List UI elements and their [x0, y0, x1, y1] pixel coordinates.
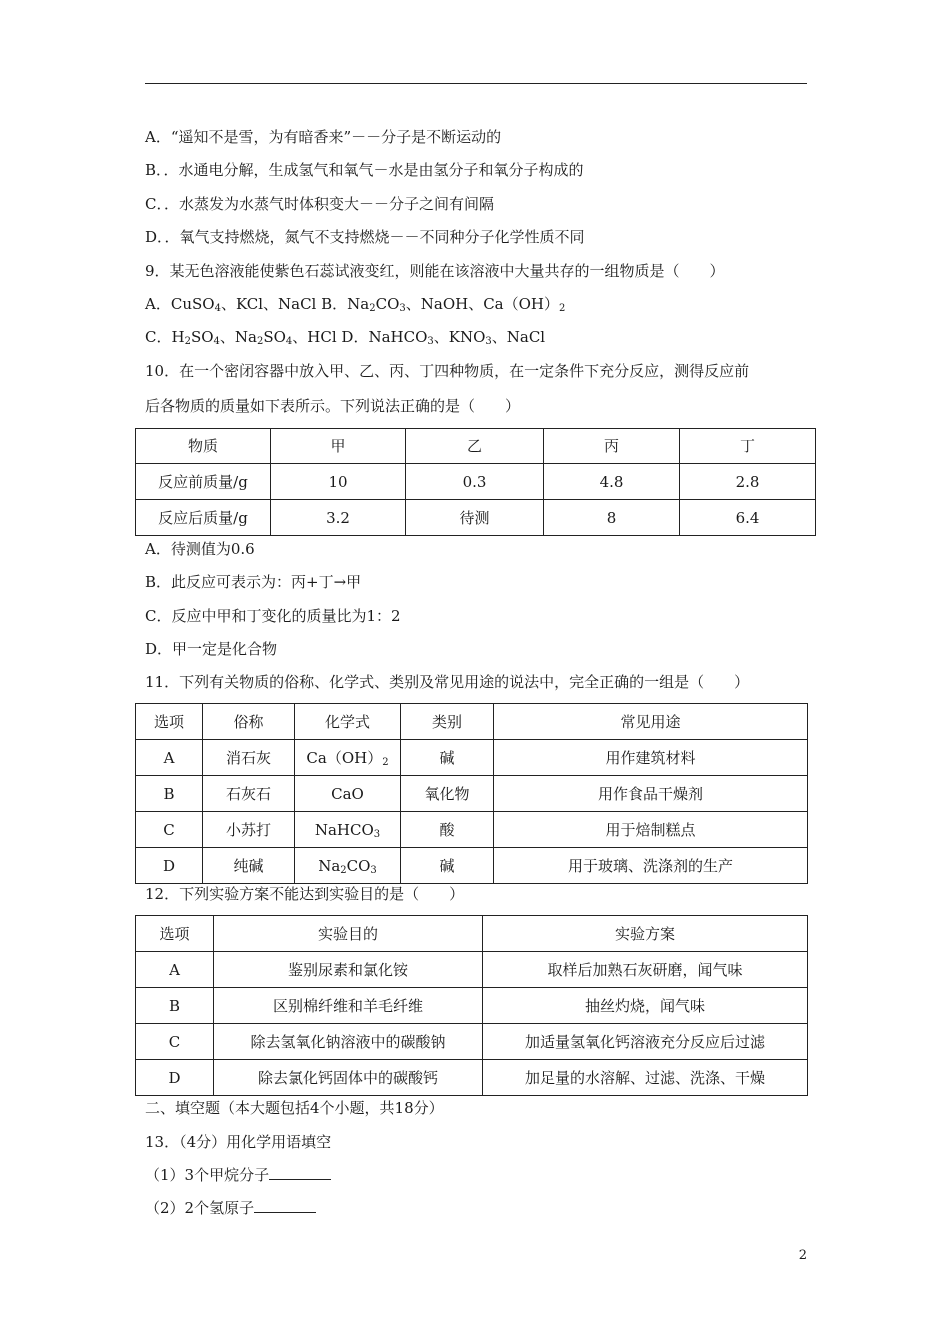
table-row: [136, 848, 808, 884]
answer-blank[interactable]: [269, 1165, 331, 1180]
q10-option-c: C．反应中甲和丁变化的质量比为1：2: [145, 607, 401, 625]
table-cell: B: [136, 988, 214, 1024]
q8-option-d: D．．氧气支持燃烧，氮气不支持燃烧－－不同种分子化学性质不同: [145, 228, 585, 246]
q10-stem-line1: 10．在一个密闭容器中放入甲、乙、丙、丁四种物质，在一定条件下充分反应，测得反应前: [145, 362, 750, 380]
table-header: 丁: [680, 429, 816, 464]
table-cell: A: [136, 952, 214, 988]
table-cell: D: [136, 848, 203, 884]
table-cell: $Ca(OH)_2$: [295, 740, 401, 776]
table-cell: 抽丝灼烧，闻气味: [483, 988, 808, 1024]
table-row: [136, 776, 808, 812]
table-header: 类别: [401, 704, 494, 740]
table-cell: C: [136, 1024, 214, 1060]
q11-stem: 11．下列有关物质的俗称、化学式、类别及常见用途的说法中，完全正确的一组是（ ）: [145, 673, 750, 691]
table-cell: 消石灰: [203, 740, 295, 776]
q9-options-cd: C．$H_2SO_4$、$Na_2SO_4$、HCl D．NaHCO$_3$、$KNO_3$、NaCl: [145, 328, 546, 347]
table-cell: 加足量的水溶解、过滤、洗涤、干燥: [483, 1060, 808, 1096]
table-header: 实验目的: [214, 916, 483, 952]
table-cell: NaHCO$_3$: [295, 812, 401, 848]
table-header: 实验方案: [483, 916, 808, 952]
table-cell: D: [136, 1060, 214, 1096]
table-cell: 8: [544, 500, 680, 536]
table-row: [136, 812, 808, 848]
table-header: 选项: [136, 704, 203, 740]
table-cell: 2.8: [680, 464, 816, 500]
table-cell: 氧化物: [401, 776, 494, 812]
table-header: 物质: [136, 429, 271, 464]
table-header: 常见用途: [494, 704, 808, 740]
table-cell: 反应前质量/g: [136, 464, 271, 500]
table-cell: CaO: [295, 776, 401, 812]
table-cell: 待测: [406, 500, 544, 536]
table-header: 乙: [406, 429, 544, 464]
table-cell: 鉴别尿素和氯化铵: [214, 952, 483, 988]
table-cell: 酸: [401, 812, 494, 848]
table-cell: 区别棉纤维和羊毛纤维: [214, 988, 483, 1024]
q10-option-b: B．此反应可表示为：丙+丁→甲: [145, 573, 362, 591]
answer-blank[interactable]: [254, 1198, 316, 1213]
table-cell: 用作建筑材料: [494, 740, 808, 776]
table-cell: 除去氯化钙固体中的碳酸钙: [214, 1060, 483, 1096]
table-header: 俗称: [203, 704, 295, 740]
table-row: [136, 1024, 808, 1060]
q10-stem-line2: 后各物质的质量如下表所示。下列说法正确的是（ ）: [145, 397, 521, 415]
table-row: [136, 952, 808, 988]
table-cell: 用于焙制糕点: [494, 812, 808, 848]
q10-option-a: A．待测值为0.6: [145, 540, 255, 558]
table-cell: 石灰石: [203, 776, 295, 812]
table-row: [136, 740, 808, 776]
table-header: 丙: [544, 429, 680, 464]
q8-option-b: B．．水通电分解，生成氢气和氧气－水是由氢分子和氧分子构成的: [145, 161, 584, 179]
q10-option-d: D．甲一定是化合物: [145, 640, 278, 658]
table-cell: 碱: [401, 848, 494, 884]
q13-item-1: （1）3个甲烷分子: [145, 1165, 331, 1185]
q11-table: [135, 703, 808, 884]
header-rule: [145, 83, 807, 84]
q12-stem: 12．下列实验方案不能达到实验目的是（ ）: [145, 885, 465, 903]
table-cell: 用作食品干燥剂: [494, 776, 808, 812]
table-cell: 碱: [401, 740, 494, 776]
q8-option-a: A．“遥知不是雪，为有暗香来”－－分子是不断运动的: [145, 128, 502, 146]
q13-item-2: （2）2个氢原子: [145, 1198, 316, 1218]
table-cell: C: [136, 812, 203, 848]
table-row: [136, 1060, 808, 1096]
table-cell: 用于玻璃、洗涤剂的生产: [494, 848, 808, 884]
table-cell: 10: [271, 464, 406, 500]
table-cell: 6.4: [680, 500, 816, 536]
q10-mass-table: [135, 428, 816, 536]
q8-option-c: C．．水蒸发为水蒸气时体积变大－－分子之间有间隔: [145, 195, 494, 213]
table-cell: $Na_2CO_3$: [295, 848, 401, 884]
table-header: 选项: [136, 916, 214, 952]
q9-stem: 9．某无色溶液能使紫色石蕊试液变红，则能在该溶液中大量共存的一组物质是（ ）: [145, 262, 725, 280]
table-cell: 3.2: [271, 500, 406, 536]
table-header: 化学式: [295, 704, 401, 740]
q13-stem: 13．（4分）用化学用语填空: [145, 1133, 332, 1151]
table-cell: 加适量氢氧化钙溶液充分反应后过滤: [483, 1024, 808, 1060]
table-cell: B: [136, 776, 203, 812]
table-cell: A: [136, 740, 203, 776]
table-header: 甲: [271, 429, 406, 464]
page-number: 2: [798, 1248, 807, 1263]
table-cell: 反应后质量/g: [136, 500, 271, 536]
section-heading: 二、填空题（本大题包括4个小题，共18分）: [145, 1099, 444, 1117]
q9-options-ab: A．CuSO$_4$、KCl、NaCl B．$Na_2CO_3$、NaOH、$Ca(OH)_2$: [145, 295, 566, 314]
table-cell: 纯碱: [203, 848, 295, 884]
q12-table: [135, 915, 808, 1096]
table-cell: 小苏打: [203, 812, 295, 848]
table-cell: 除去氢氧化钠溶液中的碳酸钠: [214, 1024, 483, 1060]
table-cell: 0.3: [406, 464, 544, 500]
table-cell: 4.8: [544, 464, 680, 500]
table-cell: 取样后加熟石灰研磨，闻气味: [483, 952, 808, 988]
table-row: [136, 988, 808, 1024]
